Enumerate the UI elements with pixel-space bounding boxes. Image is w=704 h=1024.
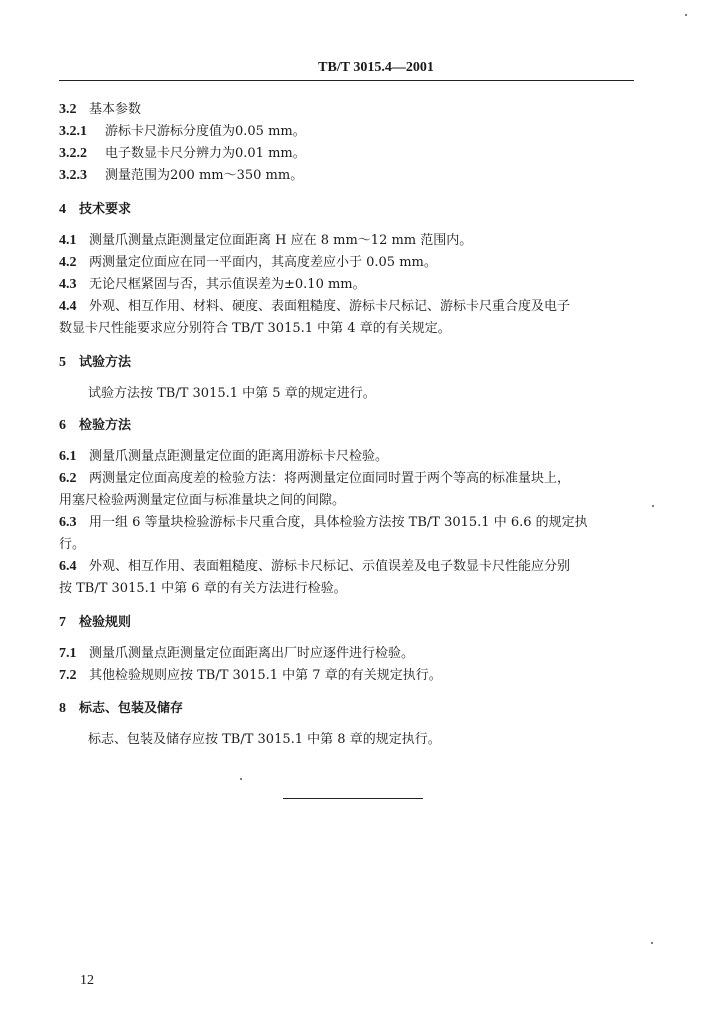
clause-text: 外观、相互作用、表面粗糙度、游标卡尺标记、示值误差及电子数显卡尺性能应分别: [89, 559, 571, 574]
clause-3-2: [59, 101, 639, 119]
clause-text: 测量爪测量点距测量定位面的距离用游标卡尺检验。: [89, 449, 389, 464]
clause-number: 6.2: [59, 471, 77, 486]
clause-text: 用一组 6 等量块检验游标卡尺重合度，具体检验方法按 TB/T 3015.1 中 6.6 的规定执: [89, 515, 588, 530]
clause-number: 3.2.3: [59, 168, 87, 183]
clause-number: 6.1: [59, 449, 77, 464]
clause-6-4: [59, 558, 639, 576]
clause-number: 7.1: [59, 646, 77, 661]
clause-3-2-2: [59, 145, 639, 163]
clause-6-3-cont: [59, 536, 639, 554]
clause-6-2: [59, 470, 639, 488]
scan-speck: [685, 14, 687, 16]
scan-speck: [651, 942, 653, 944]
clause-text: 测量爪测量点距测量定位面距离 H 应在 8 mm～12 mm 范围内。: [89, 233, 473, 248]
clause-7-2: [59, 667, 639, 685]
paragraph-text: 标志、包装及储存应按 TB/T 3015.1 中第 8 章的规定执行。: [88, 732, 441, 747]
clause-number: 7.2: [59, 668, 77, 683]
clause-number: 3.2.2: [59, 146, 87, 161]
section-title: 技术要求: [79, 202, 132, 217]
clause-text: 两测量定位面应在同一平面内，其高度差应小于 0.05 mm。: [89, 255, 437, 270]
running-header: TB/T 3015.4—2001: [318, 60, 434, 75]
clause-text: 按 TB/T 3015.1 中第 6 章的有关方法进行检验。: [59, 581, 347, 596]
clause-number: 6.4: [59, 559, 77, 574]
end-rule: [283, 798, 423, 799]
paragraph-text: 试验方法按 TB/T 3015.1 中第 5 章的规定进行。: [88, 386, 376, 401]
section-7-heading: [59, 614, 639, 632]
clause-text: 外观、相互作用、材料、硬度、表面粗糙度、游标卡尺标记、游标卡尺重合度及电子: [89, 299, 571, 314]
clause-6-2-cont: [59, 492, 639, 510]
section-6-heading: [59, 417, 639, 435]
clause-4-4-cont: [59, 320, 639, 338]
section-number: 8: [59, 701, 66, 716]
page-number: 12: [80, 973, 94, 988]
scan-speck: [652, 505, 654, 507]
section-number: 5: [59, 355, 66, 370]
clause-number: 6.3: [59, 515, 77, 530]
section-8-heading: [59, 700, 639, 718]
scan-speck: [240, 778, 242, 780]
clause-text: 无论尺框紧固与否，其示值误差为±0.10 mm。: [89, 277, 366, 292]
section-title: 标志、包装及储存: [79, 701, 184, 716]
clause-6-1: [59, 448, 639, 466]
section-5-body: [88, 385, 668, 403]
clause-4-4: [59, 298, 639, 316]
clause-text: 电子数显卡尺分辨力为0.01 mm。: [105, 146, 306, 161]
clause-text: 行。: [59, 537, 86, 552]
clause-6-4-cont: [59, 580, 639, 598]
clause-3-2-3: [59, 167, 639, 185]
section-number: 7: [59, 615, 66, 630]
clause-text: 测量爪测量点距测量定位面距离出厂时应逐件进行检验。: [89, 646, 415, 661]
section-8-body: [88, 731, 668, 749]
clause-number: 4.3: [59, 277, 77, 292]
clause-text: 基本参数: [89, 102, 142, 117]
clause-number: 4.2: [59, 255, 77, 270]
clause-text: 两测量定位面高度差的检验方法：将两测量定位面同时置于两个等高的标准量块上，: [89, 471, 571, 486]
clause-text: 用塞尺检验两测量定位面与标准量块之间的间隙。: [59, 493, 346, 508]
clause-4-3: [59, 276, 639, 294]
section-title: 检验方法: [79, 418, 132, 433]
clause-text: 测量范围为200 mm～350 mm。: [105, 168, 304, 183]
section-title: 试验方法: [79, 355, 132, 370]
clause-6-3: [59, 514, 639, 532]
clause-4-2: [59, 254, 639, 272]
section-title: 检验规则: [79, 615, 132, 630]
header-rule: [59, 80, 634, 81]
section-4-heading: [59, 201, 639, 219]
clause-text: 游标卡尺游标分度值为0.05 mm。: [105, 124, 306, 139]
clause-3-2-1: [59, 123, 639, 141]
clause-text: 数显卡尺性能要求应分别符合 TB/T 3015.1 中第 4 章的有关规定。: [59, 321, 451, 336]
clause-7-1: [59, 645, 639, 663]
clause-number: 3.2.1: [59, 124, 87, 139]
clause-number: 3.2: [59, 102, 77, 117]
clause-number: 4.4: [59, 299, 77, 314]
clause-number: 4.1: [59, 233, 77, 248]
clause-text: 其他检验规则应按 TB/T 3015.1 中第 7 章的有关规定执行。: [89, 668, 442, 683]
section-number: 6: [59, 418, 66, 433]
section-number: 4: [59, 202, 66, 217]
section-5-heading: [59, 354, 639, 372]
clause-4-1: [59, 232, 639, 250]
